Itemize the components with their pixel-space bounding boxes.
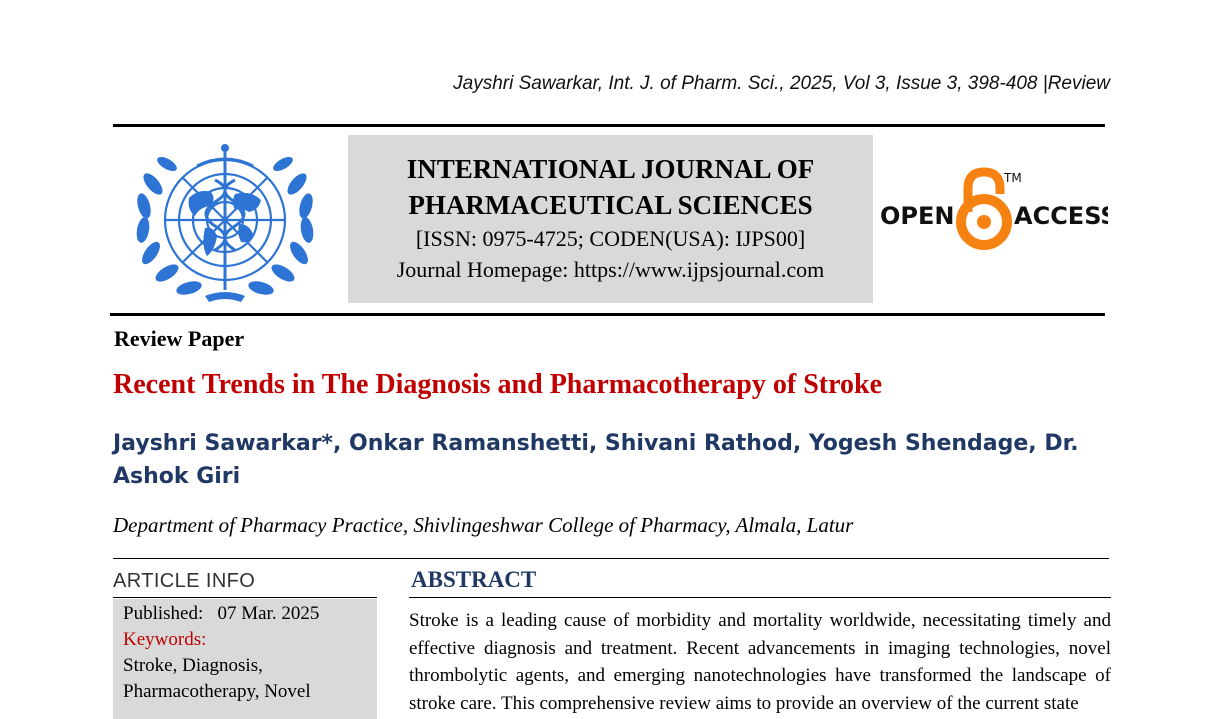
author-list: Jayshri Sawarkar*, Onkar Ramanshetti, Shivani Rathod, Yogesh Shendage, Dr. Ashok Giri — [113, 431, 1079, 489]
issn-line: [ISSN: 0975-4725; CODEN(USA): IJPS00] — [415, 226, 806, 251]
article-title: Recent Trends in The Diagnosis and Pharmacotherapy of Stroke — [113, 369, 883, 400]
journal-name-line2: PHARMACEUTICAL SCIENCES — [408, 190, 813, 220]
trademark-mark: TM — [1004, 171, 1022, 185]
open-access-logo — [880, 166, 1108, 257]
open-access-lock-icon — [961, 172, 1007, 245]
journal-homepage[interactable]: Journal Homepage: https://www.ijpsjournal.com — [396, 257, 825, 282]
header-rule-bottom — [110, 313, 1105, 316]
article-info-heading: ARTICLE INFO — [113, 570, 256, 592]
running-head: Jayshri Sawarkar, Int. J. of Pharm. Sci., 2025, Vol 3, Issue 3, 398-408 |Review — [453, 73, 1110, 94]
published-row — [123, 601, 377, 627]
un-emblem-caduceus-icon — [127, 140, 323, 306]
affiliation-rule — [113, 558, 1109, 559]
article-info-rule — [113, 597, 377, 598]
abstract-text: Stroke is a leading cause of morbidity and mortality worldwide, necessitating timely and effective diagnosis and treatment. Recent advancements in imaging technologies, novel thrombolytic agents, and emerging nanotechnologies have transformed the landscape of stroke care. This comprehensive review aims to provide an overview of the current state — [409, 610, 1111, 714]
published-date: 07 Mar. 2025 — [217, 603, 320, 624]
keywords-text: Stroke, Diagnosis, Pharmacotherapy, Novel — [123, 655, 311, 702]
open-access-right-text: ACCESS — [1014, 202, 1108, 230]
article-type: Review Paper — [114, 326, 245, 351]
journal-name-line1: INTERNATIONAL JOURNAL OF — [406, 154, 815, 184]
article-info-box — [113, 599, 377, 719]
published-label: Published: — [123, 603, 204, 624]
open-access-left-text: OPEN — [880, 202, 955, 230]
author-affiliation: Department of Pharmacy Practice, Shivlingeshwar College of Pharmacy, Almala, Latur — [113, 513, 854, 537]
journal-masthead-box — [348, 135, 873, 303]
abstract-rule — [409, 597, 1111, 598]
keywords-label: Keywords: — [123, 629, 207, 650]
journal-logo — [127, 140, 323, 311]
abstract-heading: ABSTRACT — [411, 567, 537, 592]
header-rule-top — [113, 124, 1105, 127]
